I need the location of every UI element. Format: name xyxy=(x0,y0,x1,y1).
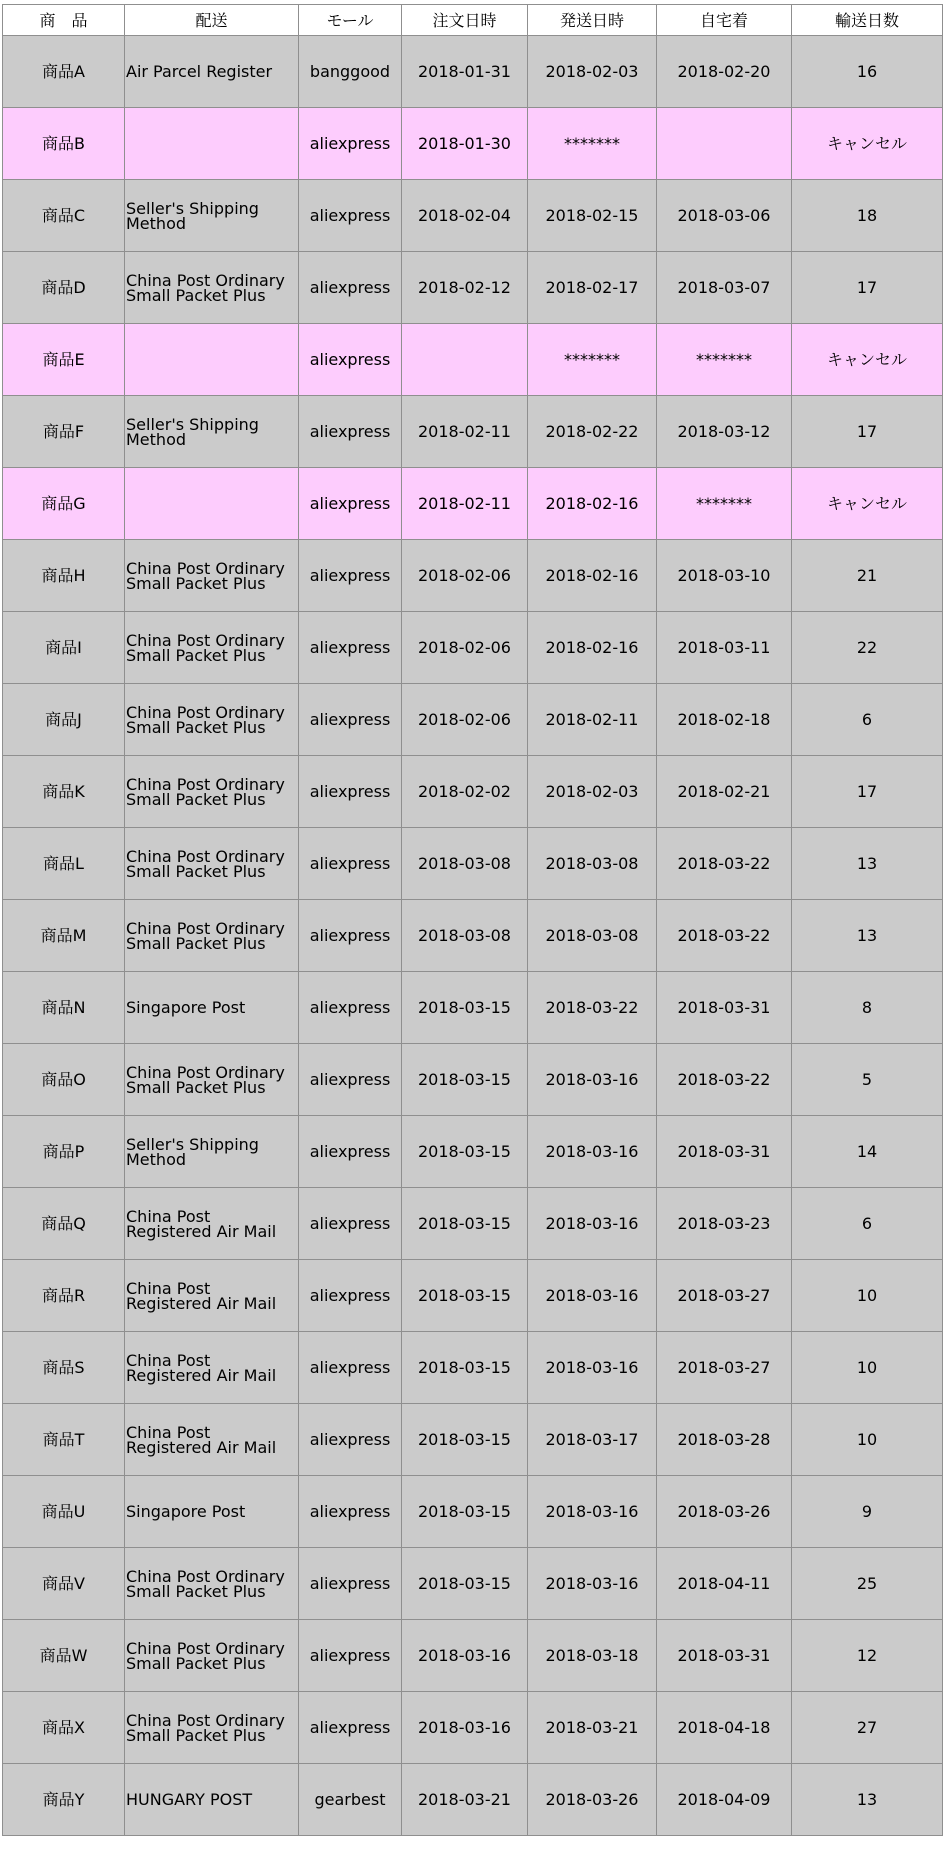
ship-date-cell: ******* xyxy=(528,108,657,180)
arrival-date-cell: 2018-03-26 xyxy=(657,1476,792,1548)
mall-cell: aliexpress xyxy=(299,252,402,324)
mall-cell: aliexpress xyxy=(299,1548,402,1620)
transit-days-cell: 13 xyxy=(792,1764,943,1836)
shipping-method-cell: China Post Ordinary Small Packet Plus xyxy=(125,756,299,828)
mall-cell: aliexpress xyxy=(299,1404,402,1476)
header-product: 商 品 xyxy=(3,5,125,36)
arrival-date-cell: 2018-04-11 xyxy=(657,1548,792,1620)
transit-days-cell: 8 xyxy=(792,972,943,1044)
mall-cell: aliexpress xyxy=(299,1260,402,1332)
shipping-method-cell: China Post Registered Air Mail xyxy=(125,1332,299,1404)
ship-date-cell: 2018-02-16 xyxy=(528,612,657,684)
header-row xyxy=(3,5,943,36)
product-cell: 商品N xyxy=(3,972,125,1044)
order-date-cell: 2018-03-15 xyxy=(402,1404,528,1476)
product-cell: 商品S xyxy=(3,1332,125,1404)
ship-date-cell: 2018-02-03 xyxy=(528,756,657,828)
mall-cell: aliexpress xyxy=(299,1476,402,1548)
order-date-cell: 2018-02-11 xyxy=(402,468,528,540)
shipping-method-cell: HUNGARY POST xyxy=(125,1764,299,1836)
arrival-date-cell: 2018-03-31 xyxy=(657,1620,792,1692)
shipping-method-cell: China Post Ordinary Small Packet Plus xyxy=(125,1692,299,1764)
arrival-date-cell: 2018-02-21 xyxy=(657,756,792,828)
arrival-date-cell: 2018-02-18 xyxy=(657,684,792,756)
ship-date-cell: 2018-02-03 xyxy=(528,36,657,108)
transit-days-cell: キャンセル xyxy=(792,468,943,540)
ship-date-cell: 2018-03-26 xyxy=(528,1764,657,1836)
transit-days-cell: 14 xyxy=(792,1116,943,1188)
mall-cell: aliexpress xyxy=(299,972,402,1044)
mall-cell: aliexpress xyxy=(299,1692,402,1764)
table-row xyxy=(3,1332,943,1404)
product-cell: 商品Y xyxy=(3,1764,125,1836)
order-date-cell: 2018-03-15 xyxy=(402,1260,528,1332)
shipping-method-cell: Seller's Shipping Method xyxy=(125,180,299,252)
table-row xyxy=(3,252,943,324)
table-row xyxy=(3,684,943,756)
transit-days-cell: 10 xyxy=(792,1260,943,1332)
ship-date-cell: 2018-03-16 xyxy=(528,1332,657,1404)
transit-days-cell: 16 xyxy=(792,36,943,108)
arrival-date-cell: 2018-04-18 xyxy=(657,1692,792,1764)
table-row xyxy=(3,1764,943,1836)
order-date-cell: 2018-02-11 xyxy=(402,396,528,468)
shipping-method-cell: China Post Ordinary Small Packet Plus xyxy=(125,900,299,972)
order-date-cell: 2018-02-06 xyxy=(402,540,528,612)
ship-date-cell: 2018-03-08 xyxy=(528,900,657,972)
ship-date-cell: 2018-03-16 xyxy=(528,1188,657,1260)
arrival-date-cell: 2018-03-11 xyxy=(657,612,792,684)
product-cell: 商品M xyxy=(3,900,125,972)
order-date-cell: 2018-03-08 xyxy=(402,900,528,972)
shipping-method-cell: Singapore Post xyxy=(125,972,299,1044)
transit-days-cell: 5 xyxy=(792,1044,943,1116)
shipping-method-cell: China Post Ordinary Small Packet Plus xyxy=(125,540,299,612)
order-date-cell: 2018-03-08 xyxy=(402,828,528,900)
product-cell: 商品J xyxy=(3,684,125,756)
shipping-method-cell: Singapore Post xyxy=(125,1476,299,1548)
transit-days-cell: 6 xyxy=(792,684,943,756)
product-cell: 商品E xyxy=(3,324,125,396)
shipping-log-table xyxy=(2,4,943,1836)
order-date-cell: 2018-02-02 xyxy=(402,756,528,828)
transit-days-cell: 25 xyxy=(792,1548,943,1620)
arrival-date-cell: 2018-04-09 xyxy=(657,1764,792,1836)
product-cell: 商品T xyxy=(3,1404,125,1476)
transit-days-cell: 10 xyxy=(792,1332,943,1404)
arrival-date-cell: ******* xyxy=(657,468,792,540)
ship-date-cell: 2018-03-08 xyxy=(528,828,657,900)
arrival-date-cell: 2018-03-28 xyxy=(657,1404,792,1476)
order-date-cell: 2018-03-15 xyxy=(402,972,528,1044)
ship-date-cell: 2018-02-11 xyxy=(528,684,657,756)
product-cell: 商品P xyxy=(3,1116,125,1188)
table-row xyxy=(3,1260,943,1332)
shipping-method-cell: Seller's Shipping Method xyxy=(125,1116,299,1188)
table-header xyxy=(3,5,943,36)
ship-date-cell: 2018-03-16 xyxy=(528,1260,657,1332)
transit-days-cell: 21 xyxy=(792,540,943,612)
order-date-cell: 2018-03-16 xyxy=(402,1692,528,1764)
arrival-date-cell xyxy=(657,108,792,180)
transit-days-cell: 12 xyxy=(792,1620,943,1692)
ship-date-cell: 2018-03-16 xyxy=(528,1044,657,1116)
mall-cell: gearbest xyxy=(299,1764,402,1836)
table-row xyxy=(3,108,943,180)
header-ship-date: 発送日時 xyxy=(528,5,657,36)
transit-days-cell: 10 xyxy=(792,1404,943,1476)
ship-date-cell: 2018-02-16 xyxy=(528,540,657,612)
table-row xyxy=(3,1476,943,1548)
mall-cell: aliexpress xyxy=(299,1188,402,1260)
transit-days-cell: 17 xyxy=(792,252,943,324)
table-row xyxy=(3,36,943,108)
arrival-date-cell: 2018-03-31 xyxy=(657,1116,792,1188)
order-date-cell: 2018-03-21 xyxy=(402,1764,528,1836)
mall-cell: aliexpress xyxy=(299,1044,402,1116)
arrival-date-cell: 2018-02-20 xyxy=(657,36,792,108)
table-row xyxy=(3,396,943,468)
shipping-method-cell: China Post Ordinary Small Packet Plus xyxy=(125,1044,299,1116)
product-cell: 商品K xyxy=(3,756,125,828)
transit-days-cell: 6 xyxy=(792,1188,943,1260)
mall-cell: aliexpress xyxy=(299,828,402,900)
ship-date-cell: 2018-03-21 xyxy=(528,1692,657,1764)
ship-date-cell: 2018-03-17 xyxy=(528,1404,657,1476)
mall-cell: aliexpress xyxy=(299,1620,402,1692)
shipping-method-cell: China Post Ordinary Small Packet Plus xyxy=(125,252,299,324)
shipping-method-cell: China Post Ordinary Small Packet Plus xyxy=(125,1548,299,1620)
product-cell: 商品L xyxy=(3,828,125,900)
order-date-cell: 2018-02-04 xyxy=(402,180,528,252)
arrival-date-cell: 2018-03-12 xyxy=(657,396,792,468)
arrival-date-cell: 2018-03-22 xyxy=(657,1044,792,1116)
transit-days-cell: 13 xyxy=(792,900,943,972)
table-row xyxy=(3,1044,943,1116)
ship-date-cell: 2018-02-15 xyxy=(528,180,657,252)
arrival-date-cell: 2018-03-10 xyxy=(657,540,792,612)
shipping-method-cell: China Post Ordinary Small Packet Plus xyxy=(125,684,299,756)
transit-days-cell: 17 xyxy=(792,396,943,468)
header-order-date: 注文日時 xyxy=(402,5,528,36)
header-transit-days: 輸送日数 xyxy=(792,5,943,36)
arrival-date-cell: ******* xyxy=(657,324,792,396)
shipping-log-sheet xyxy=(2,4,942,1836)
table-row xyxy=(3,1116,943,1188)
product-cell: 商品D xyxy=(3,252,125,324)
arrival-date-cell: 2018-03-07 xyxy=(657,252,792,324)
header-arrival-date: 自宅着 xyxy=(657,5,792,36)
table-row xyxy=(3,1548,943,1620)
header-shipping: 配送 xyxy=(125,5,299,36)
arrival-date-cell: 2018-03-22 xyxy=(657,900,792,972)
ship-date-cell: ******* xyxy=(528,324,657,396)
table-row xyxy=(3,1404,943,1476)
table-body xyxy=(3,36,943,1836)
ship-date-cell: 2018-03-22 xyxy=(528,972,657,1044)
order-date-cell: 2018-02-12 xyxy=(402,252,528,324)
mall-cell: aliexpress xyxy=(299,324,402,396)
mall-cell: aliexpress xyxy=(299,900,402,972)
transit-days-cell: 27 xyxy=(792,1692,943,1764)
product-cell: 商品W xyxy=(3,1620,125,1692)
order-date-cell: 2018-02-06 xyxy=(402,684,528,756)
product-cell: 商品O xyxy=(3,1044,125,1116)
product-cell: 商品Q xyxy=(3,1188,125,1260)
shipping-method-cell: China Post Registered Air Mail xyxy=(125,1188,299,1260)
mall-cell: aliexpress xyxy=(299,756,402,828)
transit-days-cell: 18 xyxy=(792,180,943,252)
header-mall: モール xyxy=(299,5,402,36)
order-date-cell xyxy=(402,324,528,396)
mall-cell: aliexpress xyxy=(299,468,402,540)
order-date-cell: 2018-03-15 xyxy=(402,1116,528,1188)
ship-date-cell: 2018-02-17 xyxy=(528,252,657,324)
arrival-date-cell: 2018-03-22 xyxy=(657,828,792,900)
product-cell: 商品I xyxy=(3,612,125,684)
ship-date-cell: 2018-03-16 xyxy=(528,1476,657,1548)
transit-days-cell: キャンセル xyxy=(792,324,943,396)
product-cell: 商品B xyxy=(3,108,125,180)
table-row xyxy=(3,900,943,972)
mall-cell: aliexpress xyxy=(299,1116,402,1188)
shipping-method-cell: Air Parcel Register xyxy=(125,36,299,108)
arrival-date-cell: 2018-03-23 xyxy=(657,1188,792,1260)
transit-days-cell: 22 xyxy=(792,612,943,684)
product-cell: 商品V xyxy=(3,1548,125,1620)
table-row xyxy=(3,180,943,252)
order-date-cell: 2018-03-15 xyxy=(402,1548,528,1620)
table-row xyxy=(3,756,943,828)
table-row xyxy=(3,468,943,540)
shipping-method-cell xyxy=(125,468,299,540)
product-cell: 商品C xyxy=(3,180,125,252)
order-date-cell: 2018-03-15 xyxy=(402,1332,528,1404)
mall-cell: aliexpress xyxy=(299,540,402,612)
arrival-date-cell: 2018-03-27 xyxy=(657,1260,792,1332)
mall-cell: aliexpress xyxy=(299,612,402,684)
arrival-date-cell: 2018-03-06 xyxy=(657,180,792,252)
table-row xyxy=(3,828,943,900)
shipping-method-cell: Seller's Shipping Method xyxy=(125,396,299,468)
mall-cell: aliexpress xyxy=(299,108,402,180)
shipping-method-cell: China Post Ordinary Small Packet Plus xyxy=(125,1620,299,1692)
shipping-method-cell: China Post Ordinary Small Packet Plus xyxy=(125,612,299,684)
table-row xyxy=(3,1620,943,1692)
table-row xyxy=(3,540,943,612)
product-cell: 商品G xyxy=(3,468,125,540)
product-cell: 商品R xyxy=(3,1260,125,1332)
table-row xyxy=(3,324,943,396)
order-date-cell: 2018-02-06 xyxy=(402,612,528,684)
table-row xyxy=(3,972,943,1044)
table-row xyxy=(3,1692,943,1764)
order-date-cell: 2018-01-30 xyxy=(402,108,528,180)
order-date-cell: 2018-03-16 xyxy=(402,1620,528,1692)
transit-days-cell: キャンセル xyxy=(792,108,943,180)
shipping-method-cell xyxy=(125,324,299,396)
ship-date-cell: 2018-03-16 xyxy=(528,1116,657,1188)
shipping-method-cell xyxy=(125,108,299,180)
order-date-cell: 2018-01-31 xyxy=(402,36,528,108)
order-date-cell: 2018-03-15 xyxy=(402,1188,528,1260)
order-date-cell: 2018-03-15 xyxy=(402,1044,528,1116)
transit-days-cell: 17 xyxy=(792,756,943,828)
table-row xyxy=(3,1188,943,1260)
table-row xyxy=(3,612,943,684)
product-cell: 商品F xyxy=(3,396,125,468)
transit-days-cell: 13 xyxy=(792,828,943,900)
product-cell: 商品X xyxy=(3,1692,125,1764)
ship-date-cell: 2018-03-18 xyxy=(528,1620,657,1692)
mall-cell: aliexpress xyxy=(299,396,402,468)
arrival-date-cell: 2018-03-27 xyxy=(657,1332,792,1404)
order-date-cell: 2018-03-15 xyxy=(402,1476,528,1548)
shipping-method-cell: China Post Ordinary Small Packet Plus xyxy=(125,828,299,900)
product-cell: 商品U xyxy=(3,1476,125,1548)
product-cell: 商品A xyxy=(3,36,125,108)
shipping-method-cell: China Post Registered Air Mail xyxy=(125,1404,299,1476)
mall-cell: aliexpress xyxy=(299,1332,402,1404)
ship-date-cell: 2018-02-22 xyxy=(528,396,657,468)
ship-date-cell: 2018-02-16 xyxy=(528,468,657,540)
transit-days-cell: 9 xyxy=(792,1476,943,1548)
product-cell: 商品H xyxy=(3,540,125,612)
mall-cell: banggood xyxy=(299,36,402,108)
arrival-date-cell: 2018-03-31 xyxy=(657,972,792,1044)
mall-cell: aliexpress xyxy=(299,684,402,756)
mall-cell: aliexpress xyxy=(299,180,402,252)
ship-date-cell: 2018-03-16 xyxy=(528,1548,657,1620)
shipping-method-cell: China Post Registered Air Mail xyxy=(125,1260,299,1332)
